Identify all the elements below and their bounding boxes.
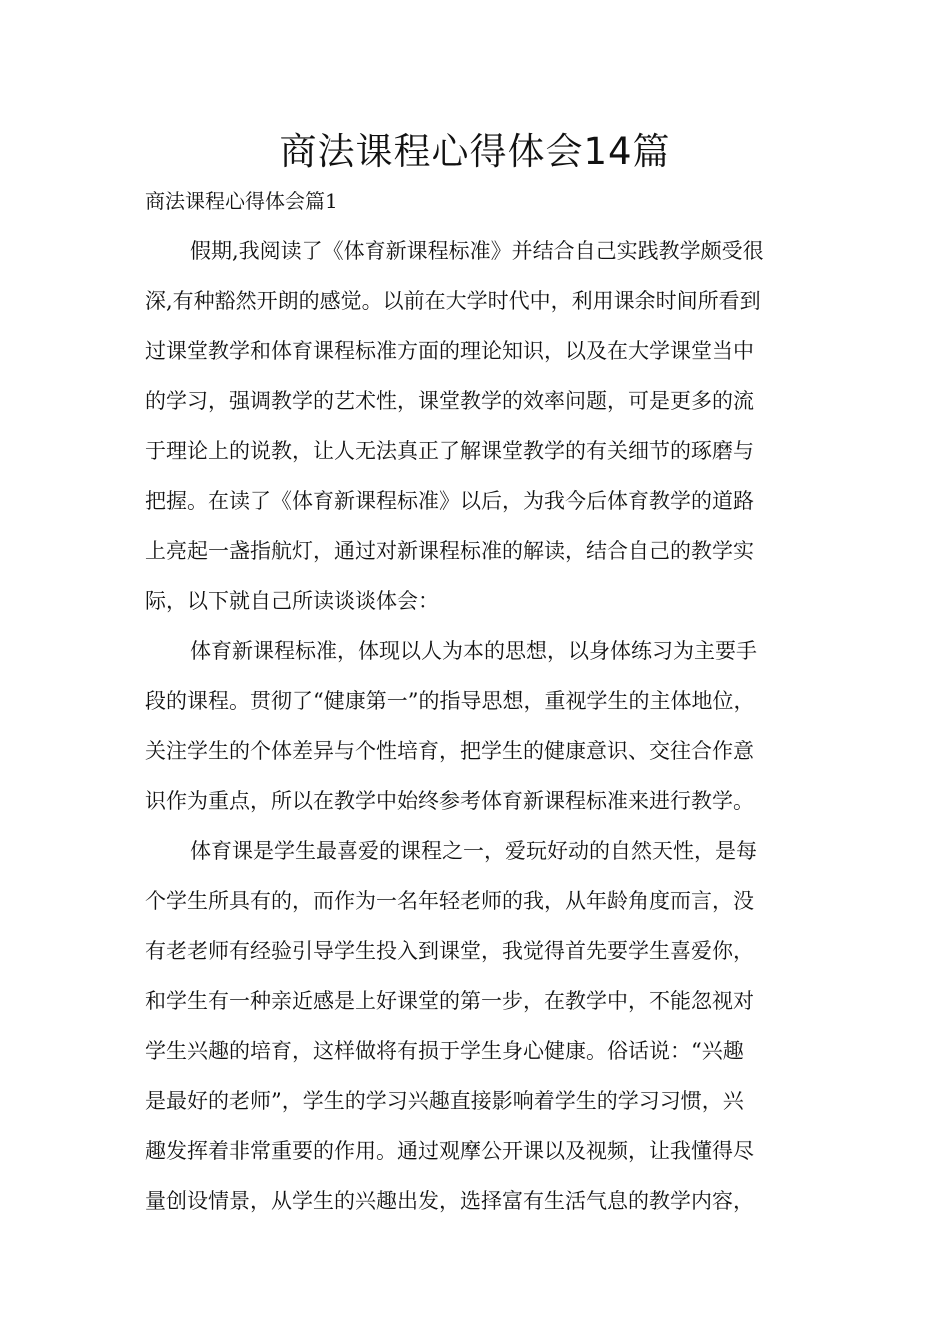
paragraph-line: 假期,我阅读了《体育新课程标准》并结合自己实践教学颇受很 (190, 239, 764, 263)
paragraph-line: 体育新课程标准，体现以人为本的思想，以身体练习为主要手 (190, 639, 757, 663)
paragraph-line: 际，以下就自己所读谈谈体会： (145, 589, 439, 613)
paragraph-line: 深,有种豁然开朗的感觉。以前在大学时代中，利用课余时间所看到 (145, 289, 761, 313)
paragraph-line: 和学生有一种亲近感是上好课堂的第一步，在教学中，不能忽视对 (145, 989, 754, 1013)
paragraph-line: 上亮起一盏指航灯，通过对新课程标准的解读，结合自己的教学实 (145, 539, 754, 563)
paragraph-line: 的学习，强调教学的艺术性，课堂教学的效率问题，可是更多的流 (145, 389, 754, 413)
section-heading: 商法课程心得体会篇1 (145, 189, 338, 213)
paragraph-line: 个学生所具有的，而作为一名年轻老师的我，从年龄角度而言，没 (145, 889, 754, 913)
paragraph-line: 有老老师有经验引导学生投入到课堂，我觉得首先要学生喜爱你， (145, 939, 754, 963)
paragraph-line: 把握。在读了《体育新课程标准》以后，为我今后体育教学的道路 (145, 489, 754, 513)
document-title: 商法课程心得体会14篇 (279, 130, 671, 173)
paragraph-line: 量创设情景，从学生的兴趣出发，选择富有生活气息的教学内容， (145, 1189, 754, 1213)
paragraph-line: 过课堂教学和体育课程标准方面的理论知识，以及在大学课堂当中 (145, 339, 754, 363)
paragraph-line: 学生兴趣的培育，这样做将有损于学生身心健康。俗话说：“兴趣 (145, 1039, 744, 1063)
paragraph-line: 于理论上的说教，让人无法真正了解课堂教学的有关细节的琢磨与 (145, 439, 754, 463)
paragraph-line: 关注学生的个体差异与个性培育，把学生的健康意识、交往合作意 (145, 739, 754, 763)
paragraph-line: 体育课是学生最喜爱的课程之一，爱玩好动的自然天性，是每 (190, 839, 757, 863)
paragraph-line: 趣发挥着非常重要的作用。通过观摩公开课以及视频，让我懂得尽 (145, 1139, 754, 1163)
paragraph-line: 段的课程。贯彻了“健康第一”的指导思想，重视学生的主体地位， (145, 689, 755, 713)
paragraph-line: 识作为重点，所以在教学中始终参考体育新课程标准来进行教学。 (145, 789, 754, 813)
paragraph-line: 是最好的老师”，学生的学习兴趣直接影响着学生的学习习惯，兴 (145, 1089, 744, 1113)
